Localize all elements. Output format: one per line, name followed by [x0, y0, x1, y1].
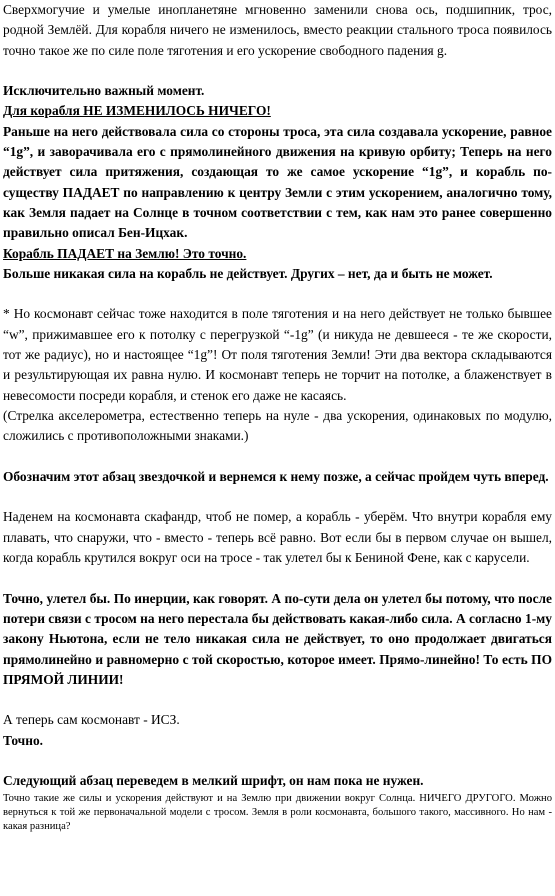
spacer: [3, 690, 552, 710]
spacer: [3, 284, 552, 304]
paragraph-cosmonaut-field: * Но космонавт сейчас тоже находится в поле тяготения и на него действует не только бывшее “w”, прижимавшее его к потолку с перегрузкой “-1g” (и никуда не девшееся - те же скорости, тот же радиус), но и настоящее “1g”! От поля тяготения Земли! Эти два вектора складываются и результирующая их равна нулю. И космонавт теперь не торчит на потолке, а блаженствует в невесомости посреди корабля, и стенок его даже не касаясь.: [3, 306, 552, 403]
paragraph-no-other-force: Больше никакая сила на корабль не действует. Других – нет, да и быть не может.: [3, 265, 493, 281]
spacer: [3, 447, 552, 467]
paragraph-small-font-intro: Следующий абзац переведем в мелкий шрифт, он нам пока не нужен.: [3, 773, 424, 789]
paragraph-accelerometer: (Стрелка акселерометра, естественно теперь на нуле - два ускорения, одинаковых по модулю, сложились с противоположными знаками.): [3, 407, 552, 444]
spacer: [3, 487, 552, 507]
paragraph-aliens: Сверхмогучие и умелые инопланетяне мгновенно заменили снова ось, подшипник, трос, родной Землёй. Для корабля ничего не изменилось, вместо реакции стального троса появилось точно такое же по силе поле тяготения и его ускорение свободного падения g.: [3, 2, 552, 58]
paragraph-before-after: Раньше на него действовала сила со стороны троса, эта сила создавала ускорение, равное “1g”, и заворачивала его с прямолинейного движения на кривую орбиту; Теперь на него действует сила притяжения, создающая то же самое ускорение “1g”, и корабль по-существу ПАДАЕТ по направлению к центру Земли с этим ускорением, аналогично тому, как Земля падает на Солнце в точном соответствии с тем, как нам это ранее совершенно правильно описал Бен-Ицхак.: [3, 123, 552, 241]
heading-nothing-changed: Для корабля НЕ ИЗМЕНИЛОСЬ НИЧЕГО!: [3, 103, 271, 119]
paragraph-small-earth-sun: Точно такие же силы и ускорения действуют и на Землю при движении вокруг Солнца. НИЧЕГО ДРУГОГО. Можно вернуться к той же первоначальной модели с тросом. Земля в роли космонавта, большого такого, массивного. Но нам - какая разница?: [3, 792, 552, 833]
paragraph-exactly: Точно.: [3, 732, 43, 748]
heading-ship-falls: Корабль ПАДАЕТ на Землю! Это точно.: [3, 245, 247, 261]
spacer: [3, 568, 552, 588]
spacer: [3, 61, 552, 81]
paragraph-cosmonaut-satellite: А теперь сам космонавт - ИСЗ.: [3, 712, 180, 728]
heading-important: Исключительно важный момент.: [3, 83, 205, 99]
paragraph-spacesuit: Наденем на космонавта скафандр, чтоб не помер, а корабль - уберём. Что внутри корабля ему плавать, что снаружи, что - вместо - теперь всё равно. Вот если бы в первом случае он вышел, когда корабль крутился вокруг оси на тросе - так улетел бы к Бениной Фене, как с карусели.: [3, 509, 552, 566]
paragraph-mark-asterisk: Обозначим этот абзац звездочкой и вернемся к нему позже, а сейчас пройдем чуть вперед.: [3, 468, 549, 484]
paragraph-newton-law: Точно, улетел бы. По инерции, как говорят. А по-сути дела он улетел бы потому, что после потери связи с тросом на него перестала бы действовать какая-либо сила. А согласно 1-му закону Ньютона, если не тело никакая сила не действует, то оно продолжает двигаться прямолинейно и равномерно с той скоростью, которое имеет. Прямо-линейно! То есть ПО ПРЯМОЙ ЛИНИИ!: [3, 590, 552, 687]
spacer: [3, 751, 552, 771]
